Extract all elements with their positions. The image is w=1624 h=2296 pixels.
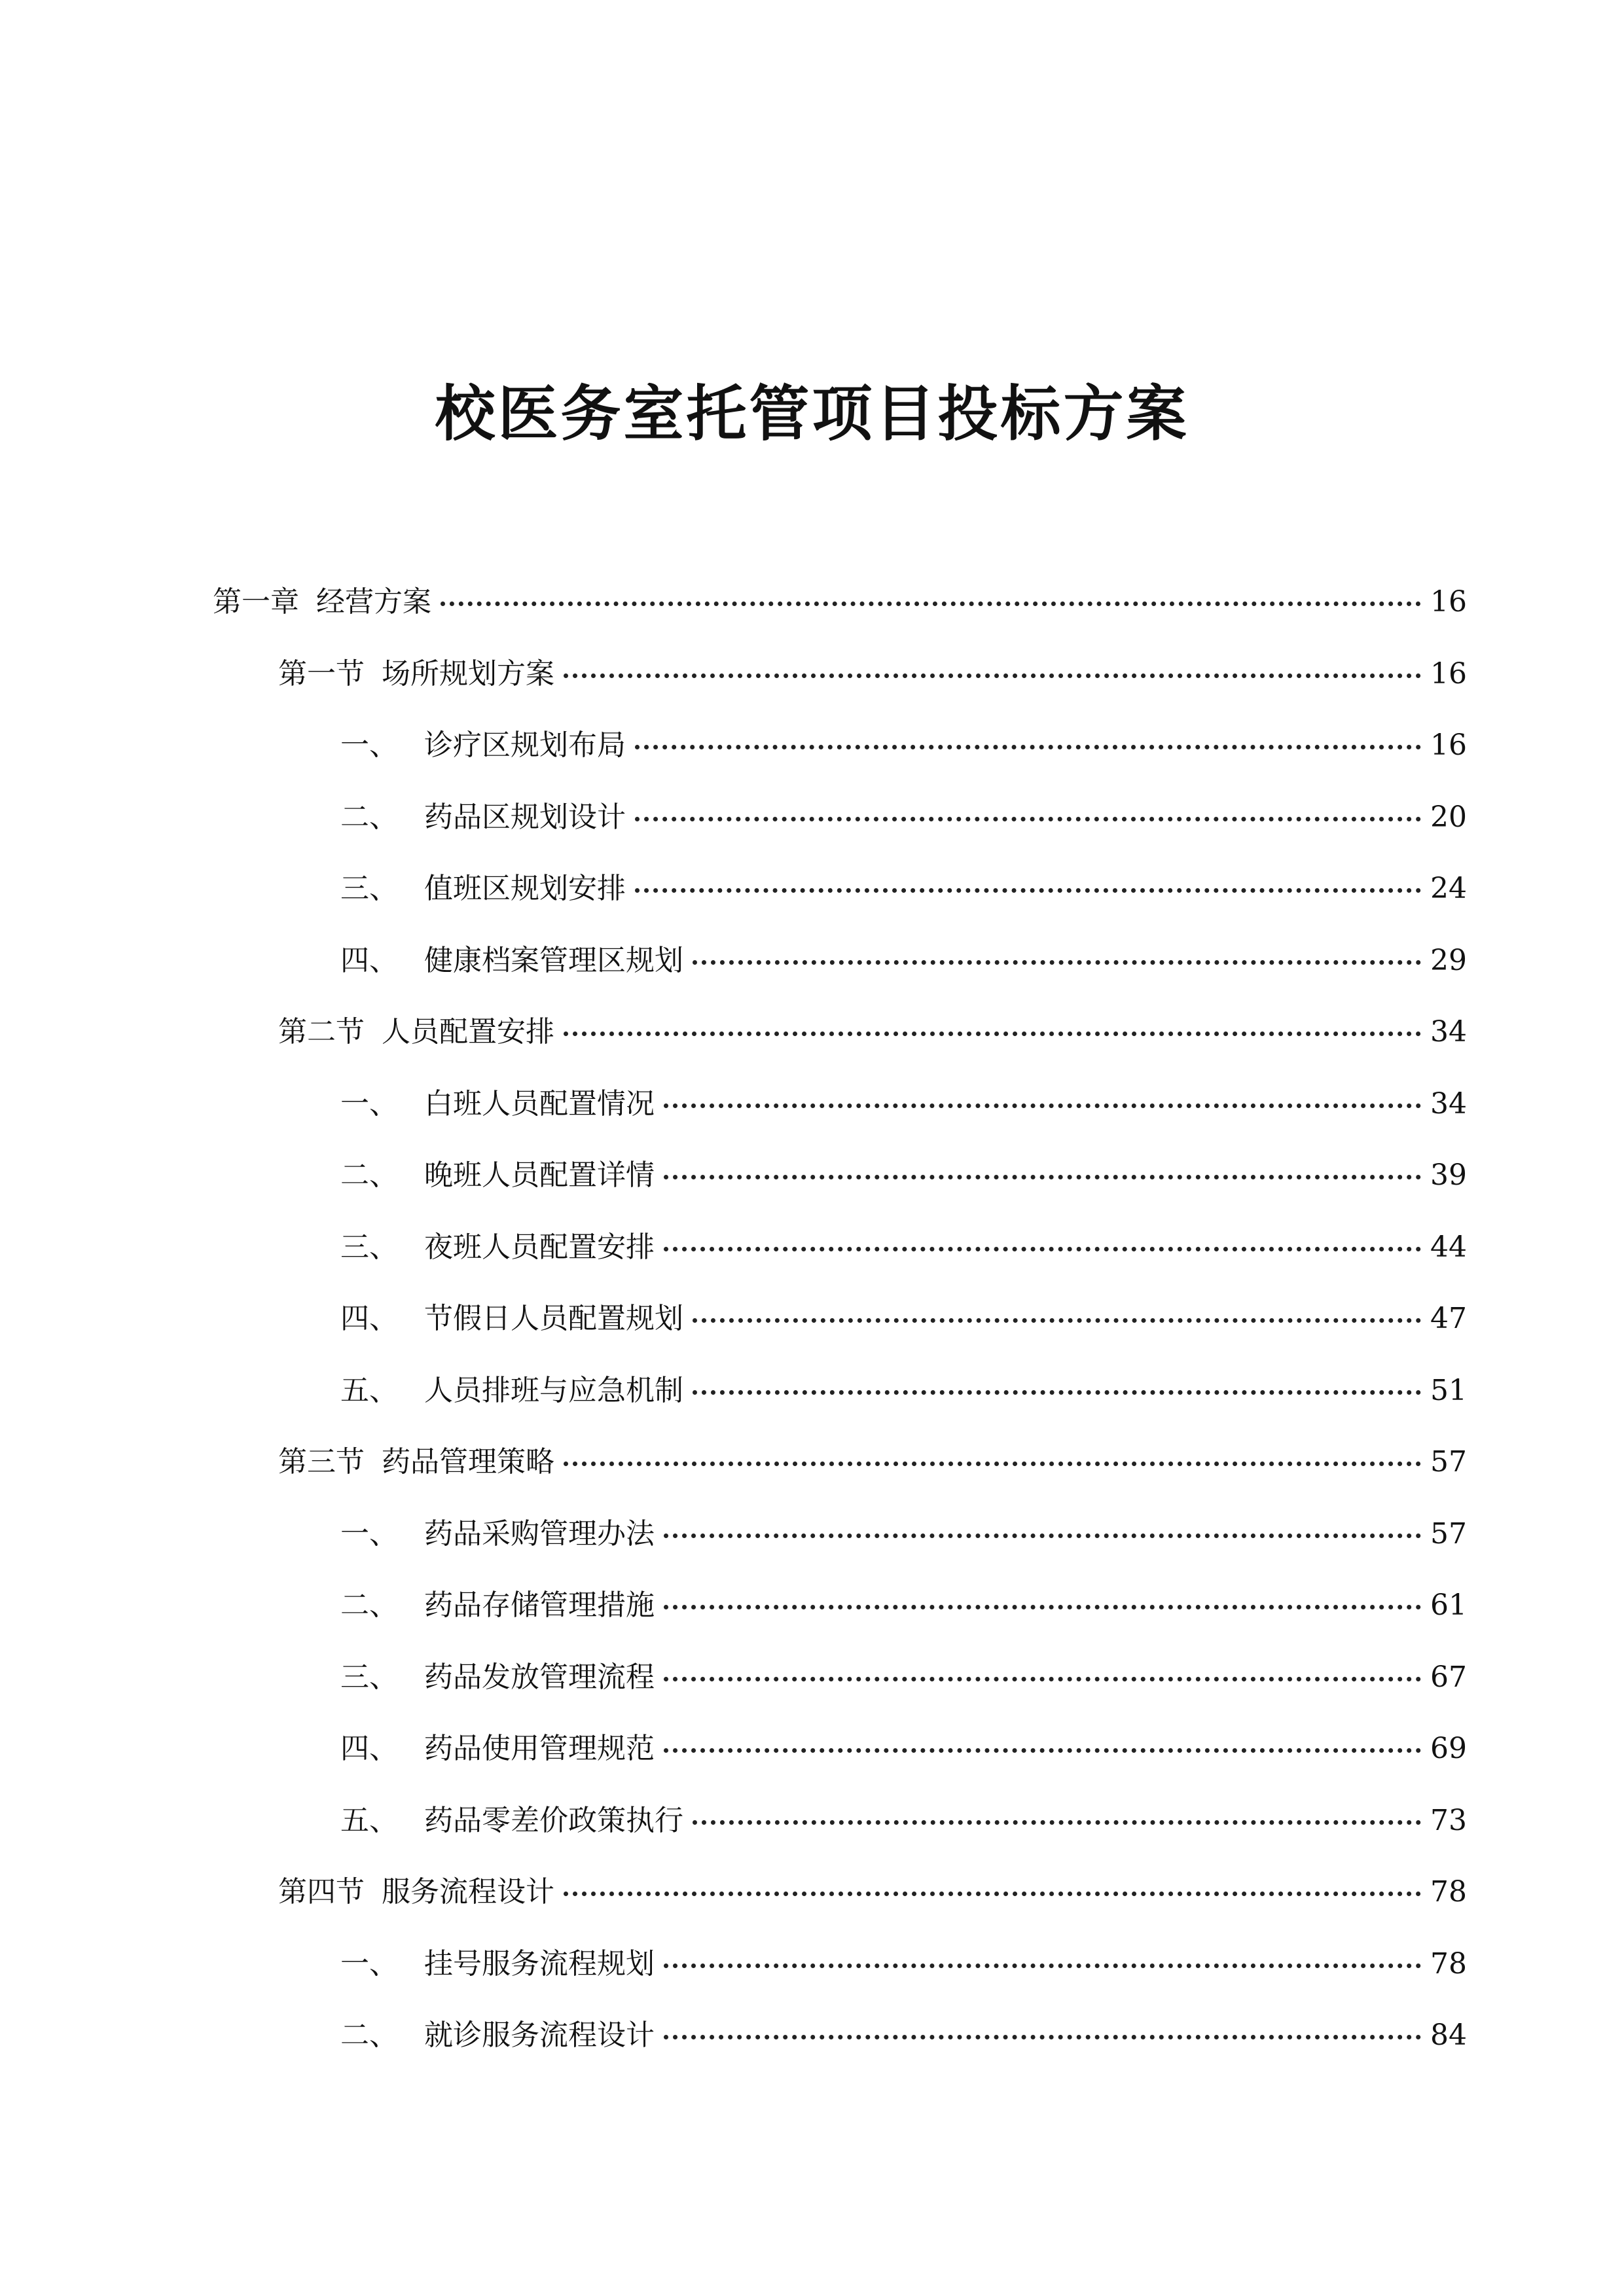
toc-entry-title: 就诊服务流程设计 xyxy=(424,2018,655,2052)
toc-dot-leader xyxy=(564,673,1421,678)
toc-entry-title: 经营方案 xyxy=(316,585,431,619)
toc-entry-number: 五、 xyxy=(340,1803,398,1837)
toc-entry-number: 四、 xyxy=(340,1302,398,1335)
toc-dot-leader xyxy=(635,817,1421,821)
toc-page-number: 39 xyxy=(1430,1158,1467,1192)
toc-entry[interactable] xyxy=(340,719,1467,772)
toc-entry-number: 二、 xyxy=(340,1158,398,1192)
toc-entry-number: 一、 xyxy=(340,728,398,762)
toc-page-number: 34 xyxy=(1430,1086,1467,1121)
toc-entry-title: 人员配置安排 xyxy=(382,1015,554,1049)
toc-entry-title: 药品存储管理措施 xyxy=(424,1588,655,1622)
toc-entry[interactable] xyxy=(340,1938,1467,1990)
toc-entry[interactable] xyxy=(340,791,1467,844)
toc-dot-leader xyxy=(693,1820,1421,1825)
toc-entry-number: 三、 xyxy=(340,1660,398,1694)
toc-entry-title: 人员排班与应急机制 xyxy=(424,1373,683,1407)
toc-dot-leader xyxy=(693,1390,1421,1395)
toc-entry[interactable] xyxy=(340,1723,1467,1775)
toc-dot-leader xyxy=(664,1247,1421,1251)
toc-dot-leader xyxy=(664,1534,1421,1538)
toc-entry[interactable] xyxy=(340,1149,1467,1202)
toc-entry-number: 二、 xyxy=(340,1588,398,1622)
toc-entry-title: 白班人员配置情况 xyxy=(424,1086,655,1121)
toc-page-number: 44 xyxy=(1430,1230,1467,1264)
toc-entry[interactable] xyxy=(278,1006,1467,1058)
toc-entry[interactable] xyxy=(213,576,1467,628)
toc-entry-number: 二、 xyxy=(340,2018,398,2052)
toc-entry-number: 第一章 xyxy=(213,585,299,619)
toc-dot-leader xyxy=(664,1103,1421,1108)
toc-entry-number: 四、 xyxy=(340,1732,398,1765)
toc-entry-number: 四、 xyxy=(340,943,398,977)
toc-entry[interactable] xyxy=(340,2009,1467,2062)
toc-page-number: 69 xyxy=(1430,1732,1467,1765)
toc-page-number: 24 xyxy=(1430,872,1467,905)
toc-page-number: 84 xyxy=(1430,2018,1467,2052)
toc-entry-number: 第三节 xyxy=(278,1445,365,1479)
toc-entry-number: 一、 xyxy=(340,1086,398,1121)
toc-entry-title: 挂号服务流程规划 xyxy=(424,1946,655,1981)
toc-entry-title: 服务流程设计 xyxy=(382,1875,554,1909)
toc-entry-title: 药品采购管理办法 xyxy=(424,1516,655,1551)
toc-entry-title: 药品使用管理规范 xyxy=(424,1732,655,1765)
toc-entry[interactable] xyxy=(340,1651,1467,1704)
toc-entry-number: 五、 xyxy=(340,1373,398,1407)
toc-entry[interactable] xyxy=(340,1795,1467,1847)
toc-dot-leader xyxy=(664,1605,1421,1609)
toc-entry[interactable] xyxy=(278,1436,1467,1488)
toc-page-number: 57 xyxy=(1430,1445,1467,1479)
toc-entry[interactable] xyxy=(340,1579,1467,1632)
toc-page-number: 16 xyxy=(1430,728,1467,762)
toc-entry-number: 第一节 xyxy=(278,656,365,691)
toc-entry-title: 药品发放管理流程 xyxy=(424,1660,655,1694)
toc-entry[interactable] xyxy=(340,1078,1467,1130)
toc-page-number: 16 xyxy=(1430,585,1467,619)
toc-entry[interactable] xyxy=(340,863,1467,915)
toc-entry-title: 药品零差价政策执行 xyxy=(424,1803,683,1837)
toc-page-number: 34 xyxy=(1430,1015,1467,1049)
toc-dot-leader xyxy=(564,1031,1421,1036)
toc-page-number: 78 xyxy=(1430,1875,1467,1909)
toc-entry-title: 夜班人员配置安排 xyxy=(424,1230,655,1264)
toc-dot-leader xyxy=(693,960,1421,965)
toc-page-number: 57 xyxy=(1430,1516,1467,1551)
toc-entry-title: 健康档案管理区规划 xyxy=(424,943,683,977)
toc-entry-number: 一、 xyxy=(340,1946,398,1981)
toc-entry-number: 第二节 xyxy=(278,1015,365,1049)
toc-entry[interactable] xyxy=(340,1508,1467,1560)
toc-entry-title: 节假日人员配置规划 xyxy=(424,1302,683,1335)
toc-page-number: 16 xyxy=(1430,656,1467,691)
toc-page-number: 67 xyxy=(1430,1660,1467,1694)
toc-entry-title: 晚班人员配置详情 xyxy=(424,1158,655,1192)
toc-dot-leader xyxy=(635,888,1421,893)
toc-entry[interactable] xyxy=(340,1293,1467,1345)
toc-entry[interactable] xyxy=(278,1866,1467,1918)
toc-entry-number: 一、 xyxy=(340,1516,398,1551)
toc-entry[interactable] xyxy=(340,935,1467,987)
toc-entry-title: 药品管理策略 xyxy=(382,1445,554,1479)
toc-dot-leader xyxy=(664,1748,1421,1753)
toc-dot-leader xyxy=(664,1175,1421,1179)
toc-entry-number: 三、 xyxy=(340,1230,398,1264)
toc-dot-leader xyxy=(441,601,1421,606)
toc-page-number: 47 xyxy=(1430,1302,1467,1335)
toc-entry-number: 二、 xyxy=(340,800,398,834)
toc-entry[interactable] xyxy=(340,1365,1467,1417)
toc-entry-number: 三、 xyxy=(340,872,398,905)
toc-entry[interactable] xyxy=(278,648,1467,700)
toc-dot-leader xyxy=(664,1964,1421,1968)
toc-dot-leader xyxy=(564,1892,1421,1896)
toc-page-number: 61 xyxy=(1430,1588,1467,1622)
toc-page-number: 73 xyxy=(1430,1803,1467,1837)
toc-entry-title: 药品区规划设计 xyxy=(424,800,626,834)
toc-entry[interactable] xyxy=(340,1221,1467,1274)
toc-page-number: 78 xyxy=(1430,1946,1467,1981)
toc-entry-title: 诊疗区规划布局 xyxy=(424,728,626,762)
toc-page-number: 20 xyxy=(1430,800,1467,834)
toc-entry-title: 值班区规划安排 xyxy=(424,872,626,905)
toc-dot-leader xyxy=(635,745,1421,749)
toc-entry-number: 第四节 xyxy=(278,1875,365,1909)
toc-page-number: 29 xyxy=(1430,943,1467,977)
toc-dot-leader xyxy=(693,1318,1421,1323)
toc-entry-title: 场所规划方案 xyxy=(382,656,554,691)
toc-dot-leader xyxy=(664,1677,1421,1681)
toc-page-number: 51 xyxy=(1430,1373,1467,1407)
toc-dot-leader xyxy=(664,2035,1421,2039)
toc-dot-leader xyxy=(564,1462,1421,1466)
document-title: 校医务室托管项目投标方案 xyxy=(435,378,1189,449)
